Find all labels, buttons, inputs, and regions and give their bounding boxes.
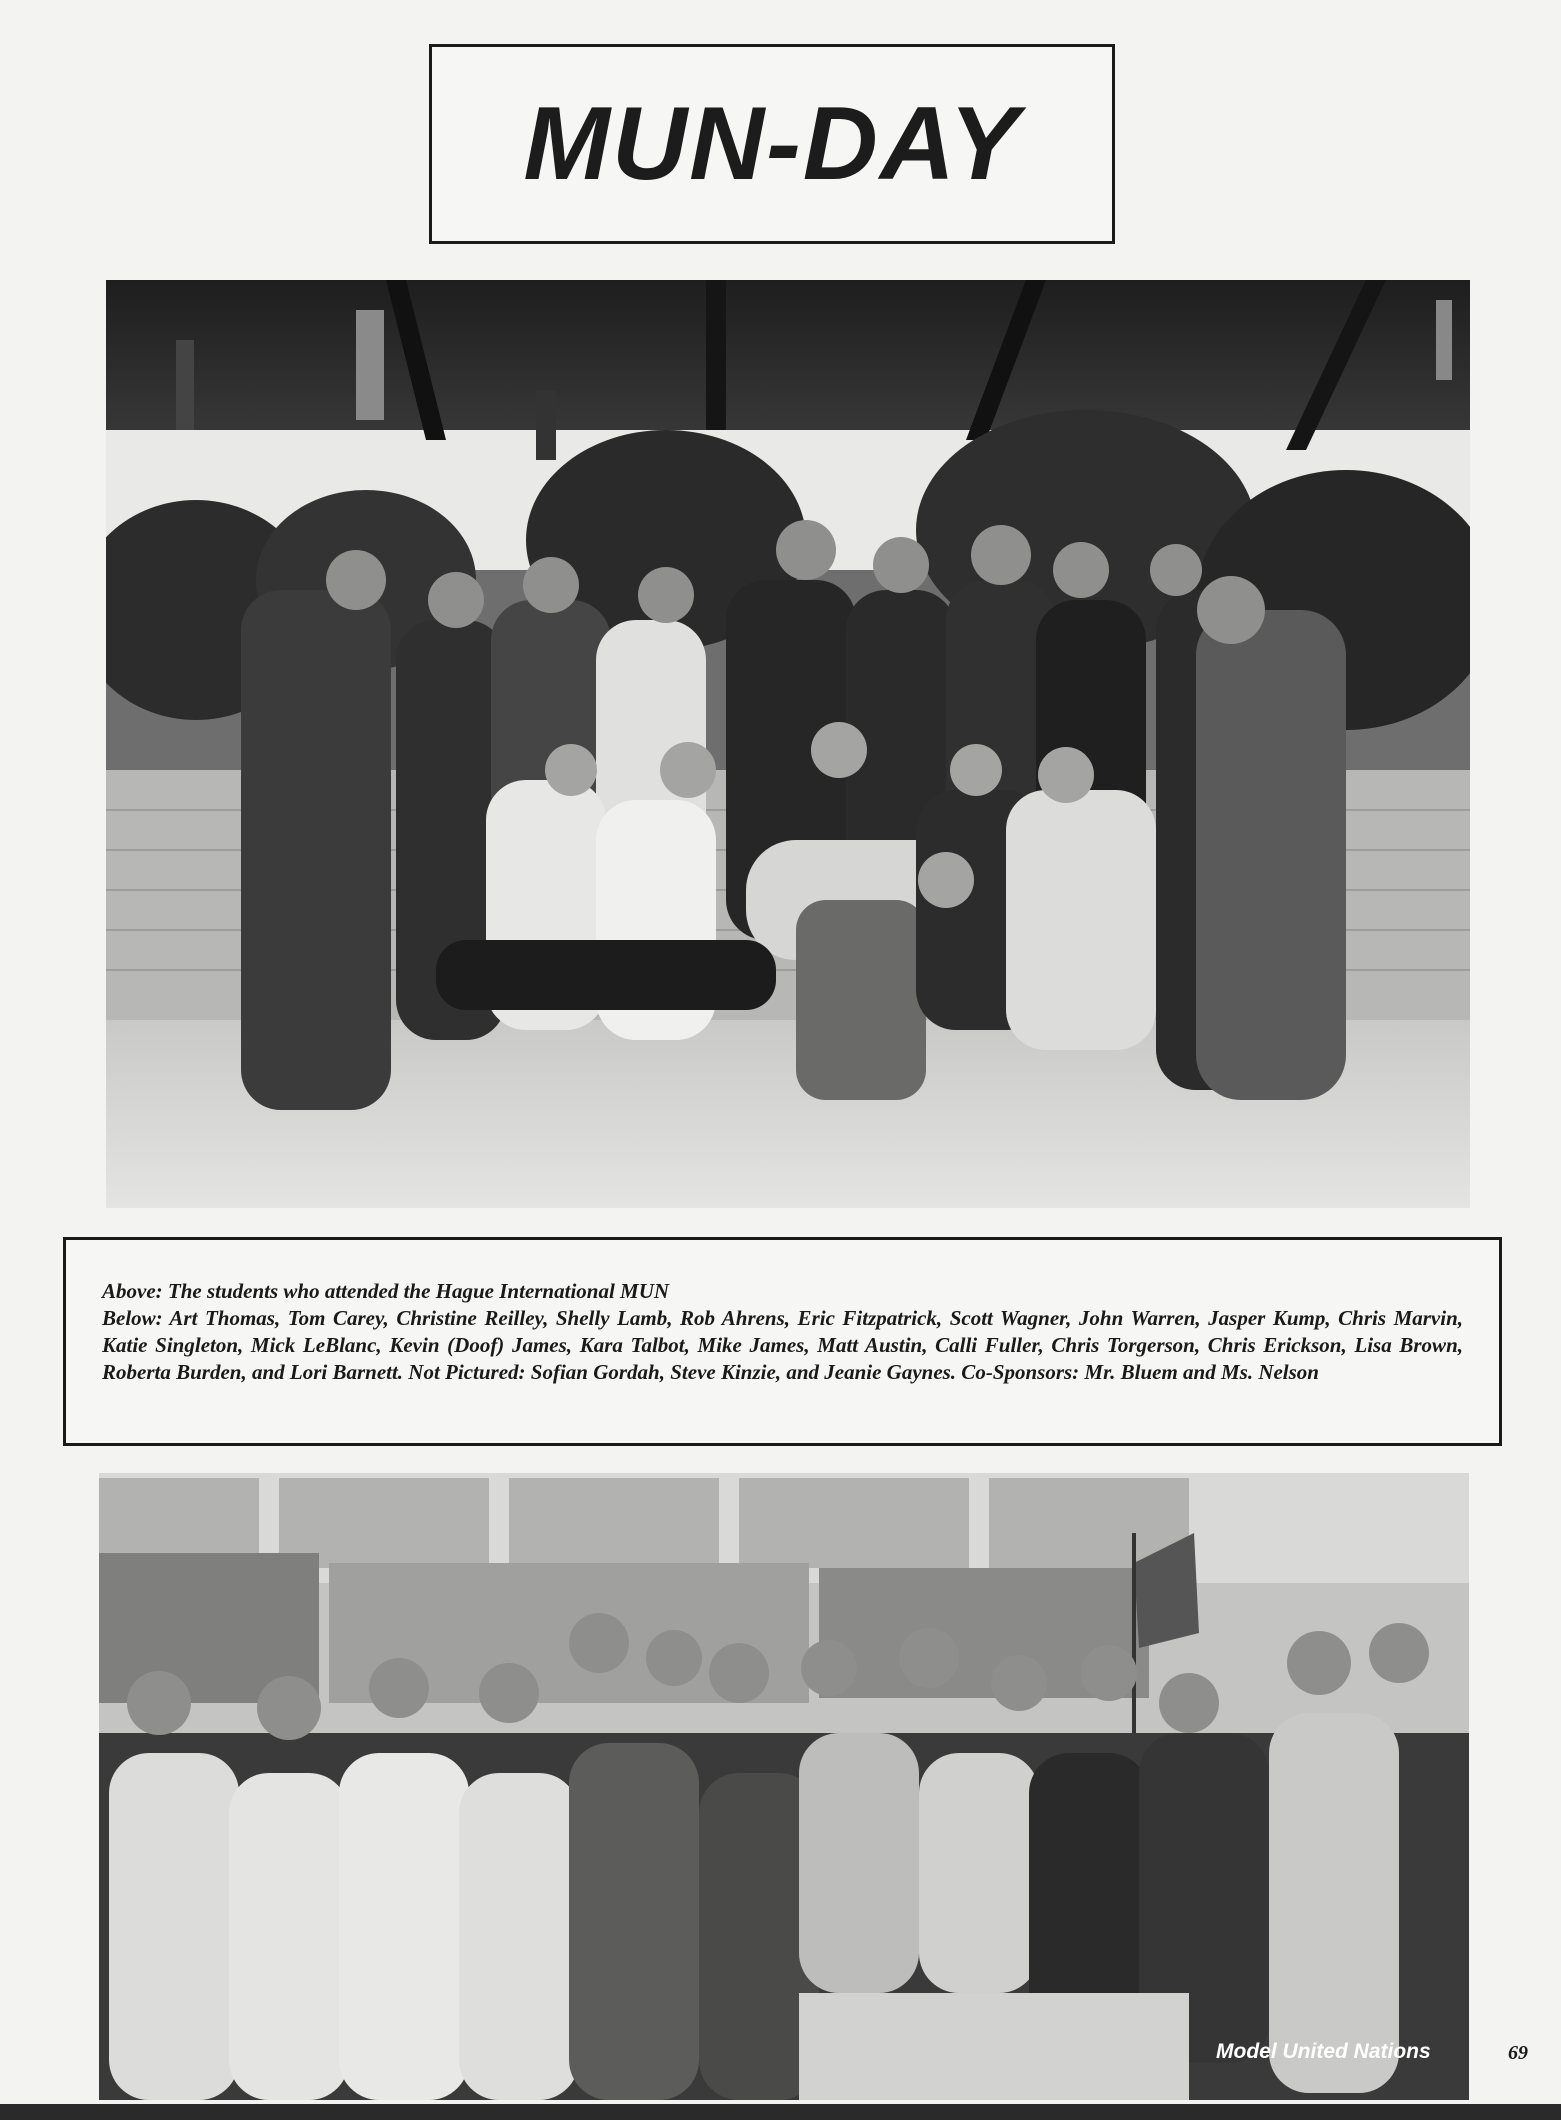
page-bottom-edge <box>0 2104 1561 2120</box>
page-title: MUN-DAY <box>523 85 1021 202</box>
photo-hague-group <box>106 280 1470 1208</box>
caption-above: Above: The students who attended the Hague International MUN <box>102 1279 670 1303</box>
photo-classroom-group <box>99 1473 1469 2100</box>
photo-hague-group-image <box>106 280 1470 1208</box>
caption-below: Below: Art Thomas, Tom Carey, Christine Reilley, Shelly Lamb, Rob Ahrens, Eric Fitzpatrick, Scott Wagner, John Warren, Jasper Kump, Chris Marvin, Katie Singleton, Mick LeBlanc, Kevin (Doof) James, Kara Talbot, Mike James, Matt Austin, Calli Fuller, Chris Torgerson, Chris Erickson, Lisa Brown, Roberta Burden, and Lori Barnett. Not Pictured: Sofian Gordah, Steve Kinzie, and Jeanie Gaynes. Co-Sponsors: Mr. Bluem and Ms. Nelson <box>102 1306 1463 1384</box>
page-number: 69 <box>1508 2042 1528 2064</box>
page-title-box <box>429 44 1115 244</box>
section-label: Model United Nations <box>1216 2040 1431 2063</box>
photo-classroom-group-image <box>99 1473 1469 2100</box>
caption-box <box>63 1237 1502 1446</box>
